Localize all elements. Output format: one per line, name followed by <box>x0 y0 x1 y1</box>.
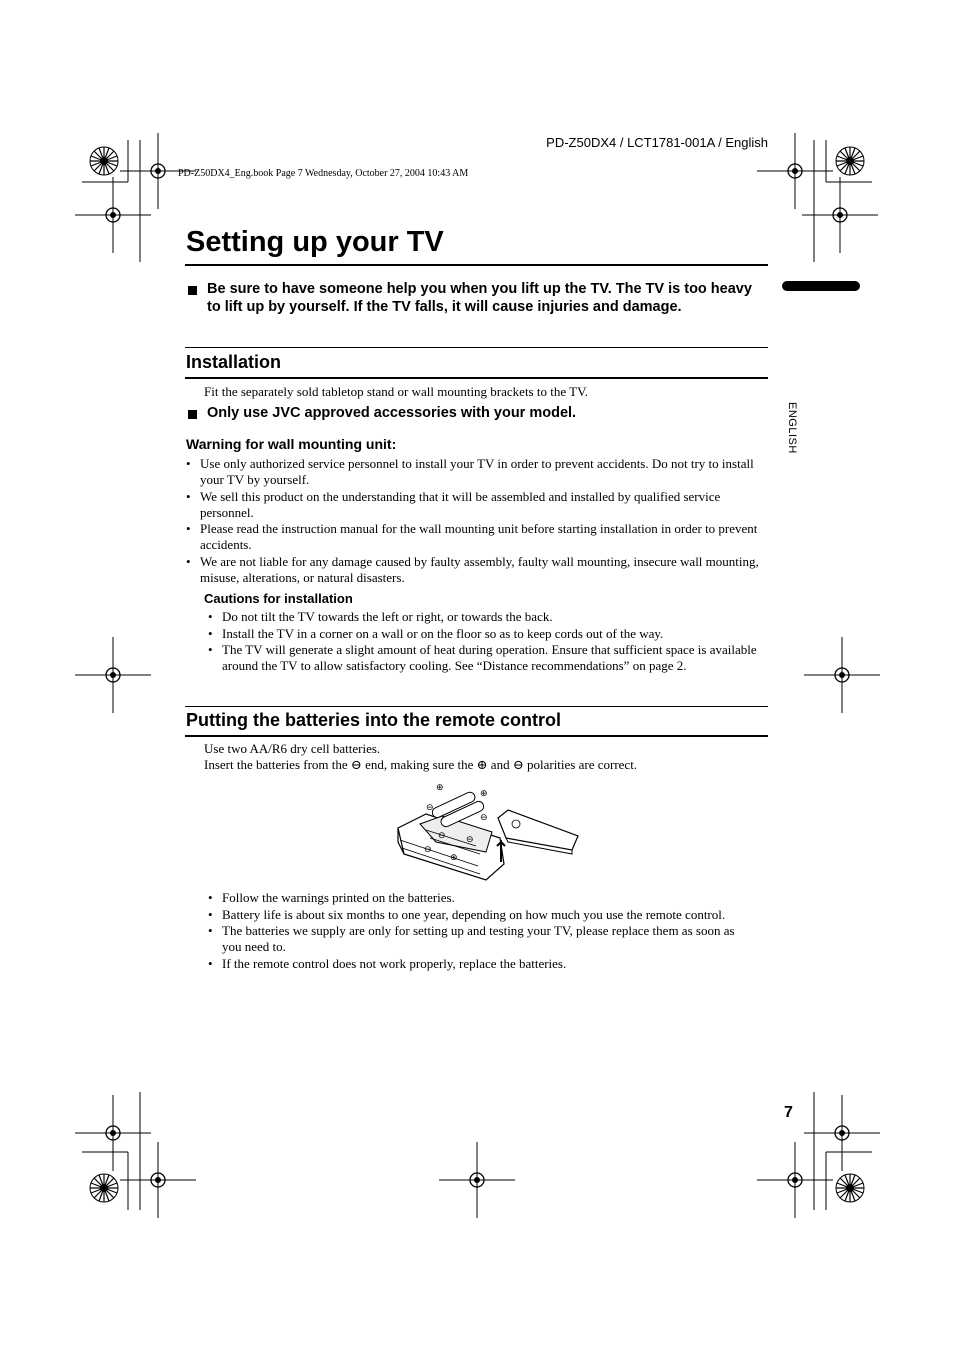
cautions-list <box>208 609 768 675</box>
svg-text:⊖: ⊖ <box>480 813 488 823</box>
list-item: • Do not tilt the TV towards the left or right, or towards the back. <box>208 609 768 625</box>
svg-text:⊕: ⊕ <box>450 853 458 863</box>
list-item: • Install the TV in a corner on a wall or on the floor so as to keep cords out of the way. <box>208 626 768 642</box>
accessories-warning-text: Only use JVC approved accessories with your model. <box>207 405 577 421</box>
svg-text:⊖: ⊖ <box>424 845 432 855</box>
batteries-line2: Insert the batteries from the ⊖ end, making sure the ⊕ and ⊖ polarities are correct. <box>204 757 638 772</box>
list-item: • If the remote control does not work properly, replace the batteries. <box>208 956 756 972</box>
title-rule <box>185 264 768 266</box>
document-id: PD-Z50DX4 / LCT1781-001A / English <box>546 135 768 150</box>
list-item: • The TV will generate a slight amount of heat during operation. Ensure that sufficient space is available around the TV to allow satisfactory cooling. See “Distance recommendations” on page 2. <box>208 642 768 674</box>
square-bullet-icon <box>188 410 197 419</box>
batteries-heading: Putting the batteries into the remote control <box>186 710 562 730</box>
square-bullet-icon <box>188 286 197 295</box>
wall-mount-list <box>186 456 768 586</box>
lift-warning-text: Be sure to have someone help you when you lift up the TV. The TV is too heavy to lift up by yourself. If the TV falls, it will cause injuries and damage. <box>207 281 752 315</box>
section-rule <box>185 347 768 348</box>
accessories-warning <box>188 405 768 423</box>
page-number: 7 <box>784 1104 793 1121</box>
plus-polarity-icon: ⊕ <box>476 757 488 772</box>
section-rule <box>185 735 768 737</box>
svg-text:⊖: ⊖ <box>466 835 474 845</box>
minus-polarity-icon: ⊖ <box>512 757 524 772</box>
list-item: • The batteries we supply are only for setting up and testing your TV, please replace them as soon as you need to. <box>208 923 756 955</box>
battery-insertion-illustration <box>396 780 582 886</box>
print-info: PD-Z50DX4_Eng.book Page 7 Wednesday, October 27, 2004 10:43 AM <box>178 168 469 179</box>
list-item: • Battery life is about six months to one year, depending on how much you use the remote control. <box>208 907 756 923</box>
list-item: • Use only authorized service personnel to install your TV in order to prevent accidents. Do not try to install your TV by yourself. <box>186 456 768 488</box>
installation-intro: Fit the separately sold tabletop stand or wall mounting brackets to the TV. <box>204 384 589 399</box>
svg-text:⊖: ⊖ <box>426 803 434 813</box>
language-tab <box>782 281 860 291</box>
lift-warning <box>188 281 768 335</box>
minus-polarity-icon: ⊖ <box>350 757 362 772</box>
section-rule <box>185 706 768 707</box>
cautions-heading: Cautions for installation <box>204 591 353 606</box>
list-item: • We are not liable for any damage caused by faulty assembly, faulty wall mounting, insecure wall mounting, misuse, alterations, or natural disasters. <box>186 554 768 586</box>
battery-notes-list <box>208 890 756 972</box>
svg-text:⊕: ⊕ <box>436 783 444 793</box>
list-item: • We sell this product on the understanding that it will be assembled and installed by qualified service personnel. <box>186 489 768 521</box>
batteries-line1: Use two AA/R6 dry cell batteries. <box>204 741 381 756</box>
page-title: Setting up your TV <box>186 226 444 258</box>
side-language-label: ENGLISH <box>786 402 798 454</box>
section-rule <box>185 377 768 379</box>
installation-heading: Installation <box>186 352 282 372</box>
svg-text:⊕: ⊕ <box>480 789 488 799</box>
list-item: • Please read the instruction manual for the wall mounting unit before starting installation in order to prevent accidents. <box>186 521 768 553</box>
svg-text:⊖: ⊖ <box>438 831 446 841</box>
wall-mount-heading: Warning for wall mounting unit: <box>186 436 397 452</box>
list-item: • Follow the warnings printed on the batteries. <box>208 890 756 906</box>
